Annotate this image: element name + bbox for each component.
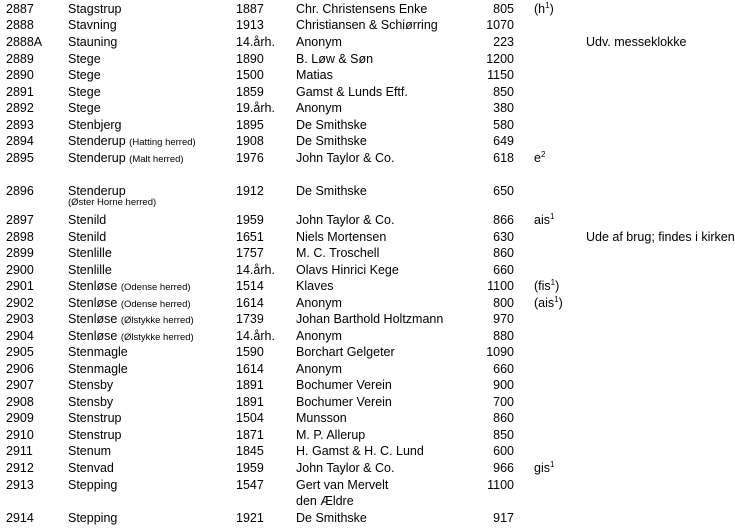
place-name: Stenmagle [68, 345, 128, 359]
place-name: Stenild [68, 213, 107, 227]
founder-name: H. Gamst & H. C. Lund [296, 444, 424, 458]
cast-year: 1976 [236, 151, 264, 165]
founder-name: Matias [296, 68, 333, 82]
bell-tone: $(h^1)$ [534, 0, 554, 16]
cast-year: 14.årh. [236, 329, 275, 343]
district-name: (Malt herred) [129, 154, 184, 165]
cast-year: 1514 [236, 279, 264, 293]
founder-name: De Smithske [296, 184, 367, 198]
place-name: Stauning [68, 35, 118, 49]
founder-name: De Smithske [296, 511, 367, 525]
place-name: Stenum [68, 444, 112, 458]
bell-weight: 860 [493, 246, 514, 260]
tone-octave: 1 [554, 294, 559, 304]
bell-weight: 850 [493, 428, 514, 442]
cast-year: 1913 [236, 18, 264, 32]
bell-weight: 850 [493, 85, 514, 99]
bell-number: 2911 [6, 444, 33, 458]
table-row [0, 212, 735, 228]
bell-weight: 900 [493, 378, 514, 392]
table-row [0, 443, 735, 459]
place-name: Stenløse (Odense herred) [68, 296, 191, 310]
cast-year: 1739 [236, 312, 264, 326]
founder-name: M. C. Troschell [296, 246, 380, 260]
bell-number: 2892 [6, 101, 34, 115]
cast-year: 1547 [236, 478, 264, 492]
cast-year: 1871 [236, 428, 264, 442]
place-name: Stenderup (Malt herred) [68, 151, 184, 165]
place-name: Stenvad [68, 461, 114, 475]
cast-year: 1859 [236, 85, 264, 99]
bell-note: Ude af brug; findes i kirken [586, 230, 735, 244]
place-name: Stenstrup [68, 411, 122, 425]
bell-weight: 1090 [486, 345, 514, 359]
bell-weight: 1100 [487, 279, 514, 293]
bell-number: 2895 [6, 151, 34, 165]
tone-octave: 2 [540, 149, 546, 159]
place-name: Stenlille [68, 263, 112, 277]
cast-year: 1651 [236, 230, 264, 244]
bell-tone: gis$^1$ [534, 459, 555, 475]
bell-number: 2913 [6, 478, 34, 492]
bell-number: 2897 [6, 213, 34, 227]
founder-name: De Smithske [296, 134, 367, 148]
place-name: Stavning [68, 18, 117, 32]
bell-weight: 880 [493, 329, 514, 343]
bell-weight: 1070 [486, 18, 514, 32]
place-name: Stenbjerg [68, 118, 122, 132]
table-row [0, 361, 735, 377]
bell-weight: 649 [493, 134, 514, 148]
cast-year: 14.årh. [236, 35, 275, 49]
table-row [0, 410, 735, 426]
bell-number: 2912 [6, 461, 34, 475]
table-row [0, 183, 735, 208]
tone-octave: 1 [545, 0, 550, 10]
bell-number: 2906 [6, 362, 34, 376]
founder-name: M. P. Allerup [296, 428, 366, 442]
cast-year: 1590 [236, 345, 264, 359]
founder-name: John Taylor & Co. [296, 461, 395, 475]
table-row [0, 477, 735, 508]
table-row [0, 377, 735, 393]
bell-number: 2891 [6, 85, 34, 99]
table-row [0, 460, 735, 476]
founder-name: Munsson [296, 411, 347, 425]
bell-weight: 860 [493, 411, 514, 425]
place-name: Stege [68, 85, 101, 99]
table-row [0, 245, 735, 261]
bell-weight: 618 [493, 151, 514, 165]
cast-year: 1500 [236, 68, 264, 82]
cast-year: 1845 [236, 444, 264, 458]
founder-name: Gert van Mervelt den Ældre [296, 478, 389, 508]
bell-tone: (fis$^1$) [534, 277, 560, 293]
bell-weight: 866 [493, 213, 514, 227]
place-name: Stenløse (Odense herred) [68, 279, 191, 293]
cast-year: 1895 [236, 118, 264, 132]
bell-number: 2888 [6, 18, 34, 32]
table-row [0, 278, 735, 294]
table-row [0, 328, 735, 344]
place-name: Stenild [68, 230, 107, 244]
bell-number: 2909 [6, 411, 34, 425]
table-row [0, 150, 735, 166]
bell-number: 2902 [6, 296, 34, 310]
bell-weight: 1100 [487, 478, 514, 492]
cast-year: 1614 [236, 362, 264, 376]
bell-number: 2893 [6, 118, 34, 132]
table-row [0, 51, 735, 67]
place-name: Stepping [68, 478, 118, 492]
bell-weight: 630 [493, 230, 514, 244]
bell-weight: 917 [493, 511, 514, 525]
founder-name: Bochumer Verein [296, 395, 392, 409]
founder-name: Niels Mortensen [296, 230, 387, 244]
founder-name: Bochumer Verein [296, 378, 392, 392]
founder-name: Anonym [296, 329, 342, 343]
bell-weight: 966 [493, 461, 514, 475]
bell-weight: 580 [493, 118, 514, 132]
founder-name: Olavs Hinrici Kege [296, 263, 399, 277]
bell-weight: 970 [493, 312, 514, 326]
table-row [0, 1, 735, 17]
bell-number: 2914 [6, 511, 34, 525]
place-name: Stege [68, 101, 101, 115]
table-row [0, 295, 735, 311]
bell-tone: (ais$^1$) [534, 294, 563, 310]
place-name: Stenmagle [68, 362, 128, 376]
founder-name: Christiansen & Schiørring [296, 18, 438, 32]
cast-year: 1614 [236, 296, 264, 310]
table-row [0, 100, 735, 116]
table-row [0, 117, 735, 133]
bell-weight: 800 [493, 296, 514, 310]
place-name: Stenstrup [68, 428, 122, 442]
table-row [0, 427, 735, 443]
bell-weight: 223 [493, 35, 514, 49]
table-row [0, 133, 735, 149]
founder-name: John Taylor & Co. [296, 213, 395, 227]
table-row [0, 17, 735, 33]
founder-name: Borchart Gelgeter [296, 345, 395, 359]
table-row [0, 84, 735, 100]
bell-weight: 650 [493, 184, 514, 198]
cast-year: 1757 [236, 246, 264, 260]
bell-number: 2899 [6, 246, 34, 260]
district-name: (Odense herred) [120, 299, 191, 310]
bell-number: 2894 [6, 134, 34, 148]
place-name: Stege [68, 52, 101, 66]
founder-name-continued: den Ældre [296, 494, 354, 508]
bell-weight: 805 [493, 2, 514, 16]
bell-number: 2888A [6, 35, 43, 49]
founder-name: Anonym [296, 296, 342, 310]
founder-name: Anonym [296, 35, 342, 49]
bell-number: 2898 [6, 230, 34, 244]
place-name: Stege [68, 68, 101, 82]
tone-octave: 1 [549, 459, 555, 469]
bell-number: 2901 [6, 279, 34, 293]
bell-tone: ais$^1$ [534, 211, 555, 227]
bell-number: 2910 [6, 428, 34, 442]
table-row [0, 229, 735, 245]
cast-year: 14.årh. [236, 263, 275, 277]
bell-note: Udv. messeklokke [586, 35, 687, 49]
tone-octave: 1 [550, 277, 556, 287]
cast-year: 1891 [236, 378, 264, 392]
bell-weight: 380 [493, 101, 514, 115]
founder-name: John Taylor & Co. [296, 151, 395, 165]
founder-name: Anonym [296, 362, 342, 376]
bell-tone: $e^2$ [534, 149, 546, 165]
table-row [0, 394, 735, 410]
founder-name: Klaves [296, 279, 334, 293]
founder-name: B. Løw & Søn [296, 52, 374, 66]
bell-number: 2904 [6, 329, 34, 343]
founder-name: Johan Barthold Holtzmann [296, 312, 444, 326]
table-row [0, 262, 735, 278]
bell-number: 2896 [6, 184, 34, 198]
cast-year: 1959 [236, 461, 264, 475]
cast-year: 1912 [236, 184, 264, 198]
table-row [0, 311, 735, 327]
cast-year: 19.årh. [236, 101, 275, 115]
district-name: (Ølstykke herred) [120, 332, 194, 343]
table-row [0, 510, 735, 526]
place-name: Stenløse (Ølstykke herred) [68, 312, 194, 326]
cast-year: 1504 [236, 411, 264, 425]
founder-name: Gamst & Lunds Eftf. [296, 85, 408, 99]
tone-octave: 1 [549, 211, 555, 221]
cast-year: 1890 [236, 52, 264, 66]
cast-year: 1891 [236, 395, 264, 409]
bell-weight: 1200 [486, 52, 514, 66]
place-name: Stenlille [68, 246, 112, 260]
cast-year: 1887 [236, 2, 264, 16]
founder-name: Chr. Christensens Enke [296, 2, 428, 16]
place-name: Stagstrup [68, 2, 122, 16]
bell-number: 2887 [6, 2, 34, 16]
bell-number: 2890 [6, 68, 34, 82]
place-name: Stensby [68, 395, 114, 409]
district-name: (Øster Horne herred) [68, 197, 157, 208]
district-name: (Odense herred) [120, 282, 191, 293]
bell-weight: 1150 [487, 68, 514, 82]
bell-number: 2900 [6, 263, 34, 277]
place-name: Stenderup (Hatting herred) [68, 134, 196, 148]
bell-number: 2905 [6, 345, 34, 359]
bell-number: 2907 [6, 378, 34, 392]
bell-number: 2903 [6, 312, 34, 326]
place-name: Stensby [68, 378, 114, 392]
bell-weight: 600 [493, 444, 514, 458]
district-name: (Ølstykke herred) [120, 315, 194, 326]
table-row [0, 344, 735, 360]
founder-name: Anonym [296, 101, 342, 115]
bell-number: 2889 [6, 52, 34, 66]
bell-weight: 660 [493, 362, 514, 376]
district-name: (Hatting herred) [129, 137, 196, 148]
table-row [0, 34, 735, 50]
place-name: Stenderup (Øster Horne herred) [68, 184, 157, 208]
place-name: Stepping [68, 511, 118, 525]
table-row [0, 67, 735, 83]
place-name: Stenløse (Ølstykke herred) [68, 329, 194, 343]
bell-weight: 660 [493, 263, 514, 277]
cast-year: 1908 [236, 134, 264, 148]
bell-weight: 700 [493, 395, 514, 409]
bell-number: 2908 [6, 395, 34, 409]
cast-year: 1959 [236, 213, 264, 227]
founder-name: De Smithske [296, 118, 367, 132]
cast-year: 1921 [236, 511, 264, 525]
